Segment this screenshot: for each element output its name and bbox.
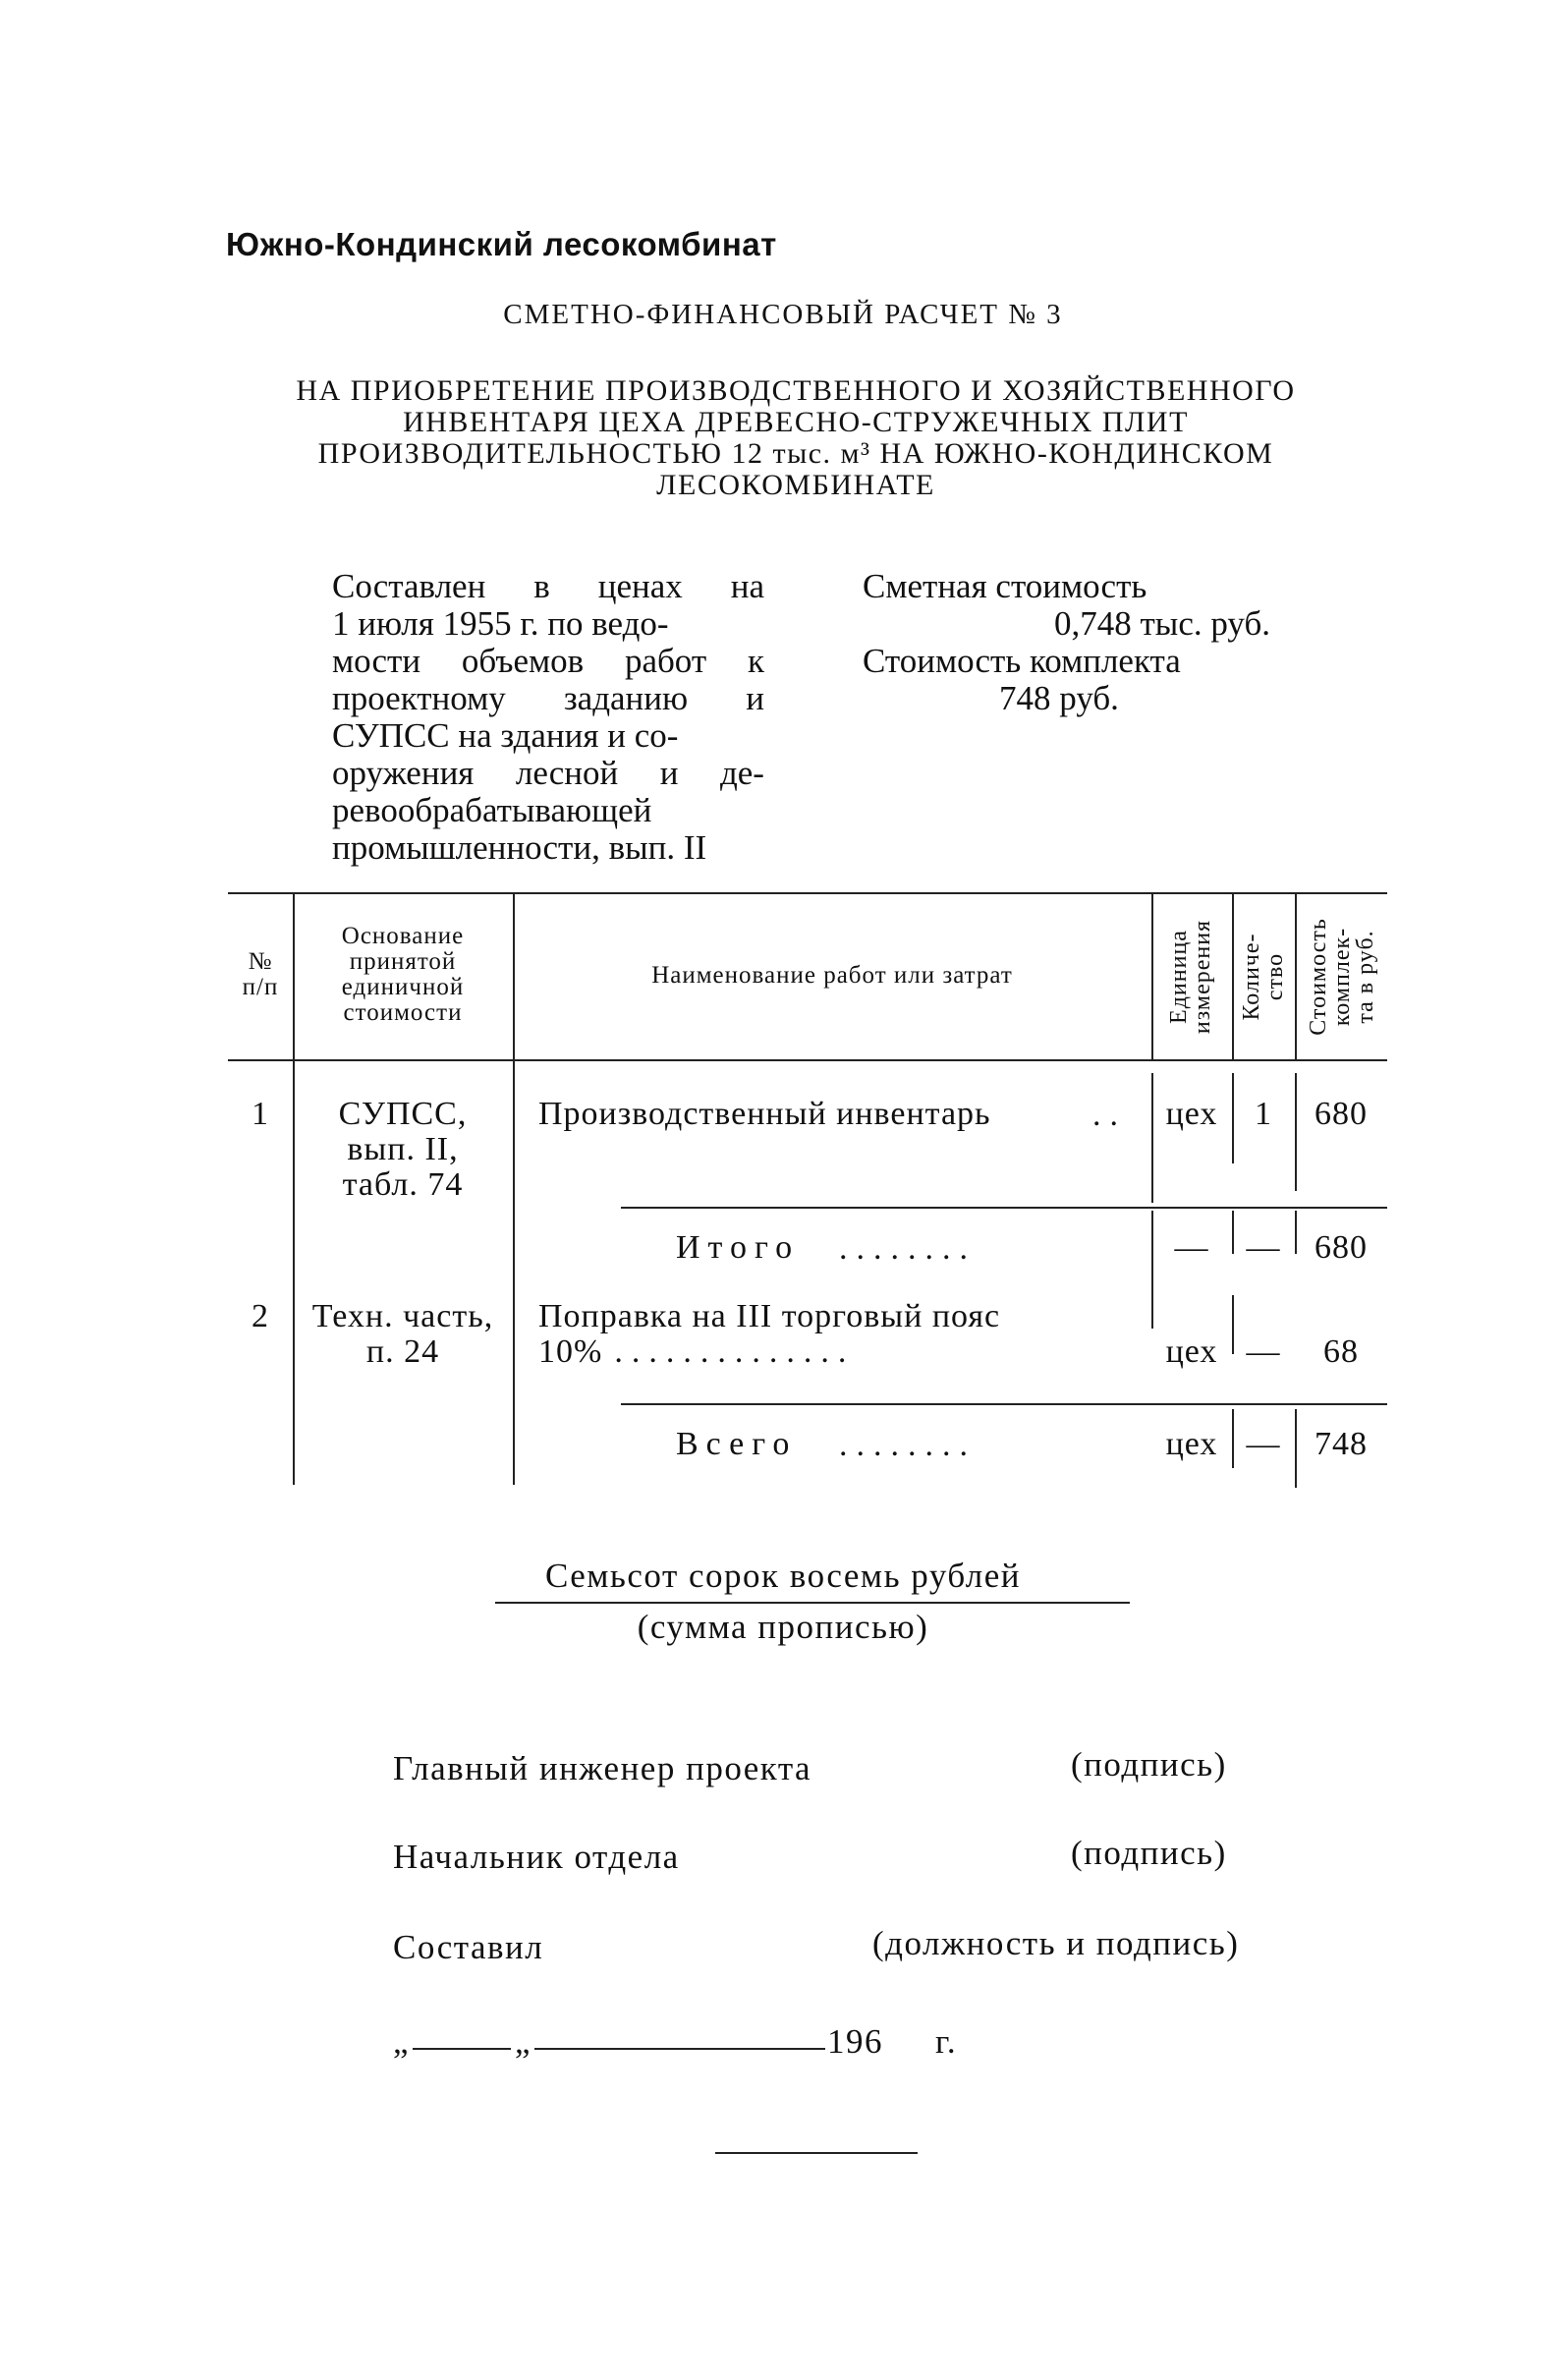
header-cost — [1307, 918, 1377, 1036]
header-text: комплек- — [1329, 927, 1355, 1027]
row1-qty: 1 — [1255, 1096, 1272, 1132]
basis-text: СУПСС, — [338, 1096, 468, 1132]
subtotal-qty: — — [1246, 1229, 1281, 1266]
header-text: та в руб. — [1353, 930, 1378, 1024]
basis-text: вып. II, — [347, 1131, 459, 1167]
word: и — [659, 754, 679, 792]
col-divider — [1151, 1211, 1153, 1329]
basis-note-line — [332, 755, 764, 792]
basis-text: Техн. часть, — [311, 1298, 494, 1334]
row1-basis — [293, 1097, 513, 1203]
word: проектному — [332, 679, 506, 717]
word: к — [747, 642, 764, 680]
row1-cost: 680 — [1314, 1096, 1368, 1132]
subtitle-line: ЛЕСОКОМБИНАТЕ — [656, 469, 935, 501]
date-day-blank — [413, 2048, 511, 2050]
word: Составлен — [332, 567, 486, 605]
total-cost: 748 — [1314, 1426, 1368, 1462]
table-header-rule — [228, 1059, 1387, 1061]
cost-summary — [863, 568, 1295, 717]
signature-hint: (подпись) — [1071, 1834, 1227, 1872]
signature-role: Составил — [393, 1928, 544, 1966]
date-close-quote: „ — [515, 2022, 532, 2061]
word: в — [533, 567, 550, 605]
header-text: ство — [1262, 952, 1288, 1001]
basis-note-line: промышленности, вып. II — [332, 828, 707, 867]
word: лесной — [515, 754, 619, 792]
row2-name-line — [538, 1334, 1142, 1370]
basis-note-line: ревообрабатывающей — [332, 791, 652, 829]
header-basis — [293, 924, 513, 1026]
basis-note-line — [332, 643, 764, 680]
header-num — [228, 949, 293, 1000]
col-divider — [1151, 1073, 1153, 1203]
signature-role: Главный инженер проекта — [393, 1749, 812, 1787]
row2-unit: цех — [1165, 1333, 1218, 1370]
document-title: СМЕТНО-ФИНАНСОВЫЙ РАСЧЕТ № 3 — [503, 299, 1063, 330]
leader-dots: .. — [1092, 1097, 1127, 1133]
leader-dots: ........ — [839, 1427, 977, 1463]
basis-text: п. 24 — [365, 1333, 440, 1370]
estimate-table — [228, 892, 1387, 1494]
header-qty — [1240, 933, 1287, 1020]
header-text: стоимости — [343, 999, 463, 1026]
header-text: Основание — [341, 923, 465, 949]
amount-underline — [495, 1602, 1130, 1604]
row2-cost: 68 — [1323, 1333, 1359, 1370]
word: де- — [719, 754, 764, 792]
row2-basis — [293, 1299, 513, 1370]
set-cost-label: Стоимость комплекта — [863, 642, 1181, 680]
basis-note — [332, 568, 764, 867]
basis-note-line — [332, 568, 764, 605]
table-top-rule — [228, 892, 1387, 894]
word: мости — [332, 642, 421, 680]
signature-hint: (подпись) — [1071, 1745, 1227, 1784]
date-year: 196 — [827, 2022, 883, 2061]
col-divider — [1295, 892, 1297, 1059]
row1-num: 1 — [252, 1096, 269, 1132]
date-open-quote: „ — [393, 2022, 411, 2061]
header-text: п/п — [242, 974, 279, 1000]
closing-rule — [715, 2152, 918, 2154]
subtitle-line: ИНВЕНТАРЯ ЦЕХА ДРЕВЕСНО-СТРУЖЕЧНЫХ ПЛИТ — [403, 406, 1189, 438]
word: оружения — [332, 754, 475, 792]
col-divider — [1151, 892, 1153, 1059]
header-text: принятой — [349, 948, 457, 975]
row2-name — [538, 1299, 1142, 1370]
header-text: Стоимость — [1306, 918, 1331, 1036]
amount-caption: (сумма прописью) — [637, 1608, 929, 1646]
row2-name-text: 10% — [538, 1333, 603, 1370]
subtitle-line: ПРОИЗВОДИТЕЛЬНОСТЬЮ 12 тыс. м³ НА ЮЖНО-КОНДИНСКОМ — [317, 437, 1274, 470]
word: заданию — [563, 679, 689, 717]
header-text: № — [248, 948, 273, 975]
set-cost-value: 748 руб. — [999, 679, 1119, 717]
basis-note-line: СУПСС на здания и со- — [332, 716, 679, 755]
word: на — [730, 567, 764, 605]
header-text: измерения — [1190, 919, 1215, 1035]
header-text: Единица — [1166, 930, 1192, 1024]
total-unit: цех — [1165, 1426, 1218, 1462]
signature-role: Начальник отдела — [393, 1838, 680, 1876]
basis-note-line — [332, 680, 764, 717]
date-suffix: г. — [935, 2022, 958, 2061]
header-name: Наименование работ или затрат — [651, 962, 1013, 989]
total-label: Всего — [676, 1426, 798, 1462]
leader-dots: ........ — [839, 1230, 977, 1267]
row2-name-line — [538, 1299, 1142, 1334]
row2-qty: — — [1246, 1333, 1281, 1370]
subtotal-unit: — — [1174, 1229, 1209, 1266]
word: ценах — [597, 567, 683, 605]
header-text: Количе- — [1239, 933, 1264, 1021]
word: работ — [624, 642, 707, 680]
basis-note-line: 1 июля 1955 г. по ведо- — [332, 604, 669, 643]
subtotal-rule — [621, 1207, 1387, 1209]
row1-name: Производственный инвентарь — [538, 1096, 991, 1132]
header-unit — [1167, 920, 1214, 1034]
row2-num: 2 — [252, 1298, 269, 1334]
word: объемов — [461, 642, 585, 680]
date-month-blank — [534, 2048, 825, 2050]
word: и — [746, 679, 764, 717]
signature-hint: (должность и подпись) — [872, 1924, 1240, 1962]
estimated-cost-value: 0,748 тыс. руб. — [1054, 604, 1270, 643]
subtotal-cost: 680 — [1314, 1229, 1368, 1266]
leader-dots: .............. — [614, 1333, 856, 1370]
total-rule — [621, 1403, 1387, 1405]
estimated-cost-label: Сметная стоимость — [863, 567, 1147, 605]
col-divider — [1295, 1073, 1297, 1191]
row1-unit: цех — [1165, 1096, 1218, 1132]
amount-in-words: Семьсот сорок восемь рублей — [544, 1557, 1022, 1595]
organization-name: Южно-Кондинский лесокомбинат — [226, 226, 777, 262]
basis-text: табл. 74 — [342, 1166, 464, 1203]
subtotal-label: Итого — [676, 1229, 801, 1266]
col-divider — [1232, 892, 1234, 1059]
subtitle-line: НА ПРИОБРЕТЕНИЕ ПРОИЗВОДСТВЕННОГО И ХОЗЯЙСТВЕННОГО — [296, 374, 1296, 407]
row2-name-text: Поправка на III торговый пояс — [538, 1298, 1001, 1334]
header-text: единичной — [341, 974, 465, 1000]
document-subtitle — [236, 375, 1356, 501]
total-qty: — — [1246, 1426, 1281, 1462]
